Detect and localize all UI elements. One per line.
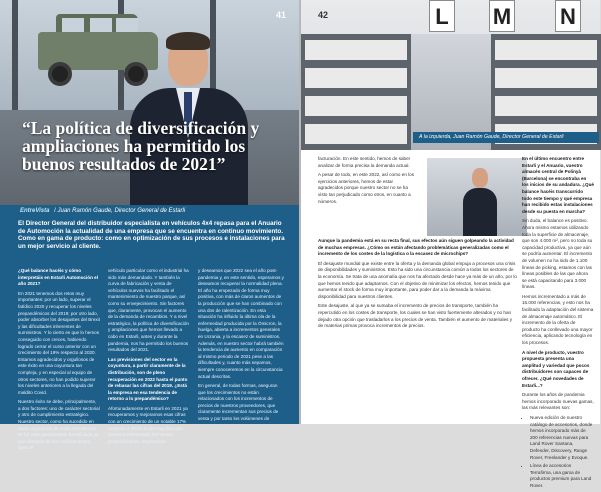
list-item: • Línea de accesorios Terrafirma, una gama de productos premium para Land Rover. — [530, 463, 594, 489]
list-item: • Nueva edición de nuestro catálogo de accesorios, donde hemos incorporado más de 200 referencias nuevas para Land Rover Santana, Defender, Discovery, Range Rover, Freelander y Evoque. — [530, 415, 594, 461]
section-label: EntreVista — [20, 208, 50, 214]
paragraph: En 2021 tenemos dos retos muy importantes: por un lado, superar el fatídico 2020 y recuperar los niveles prepandémicos del 2019; por otro lado, poder absorber los desajustes del Brexit y las dificultades inherentes de suministros. Y lo cierto es que lo hemos conseguido con creces, habiendo logrado cerrar el curso anterior con un crecimiento del 19% respecto al 2020. Estamos agradecidos y orgullosos de este éxito en una coyuntura tan compleja, y en especial al equipo de otros sectores, no han podido superar los niveles anteriores a la llegada del maldito Covid. — [18, 290, 100, 395]
interview-question: Aunque la pandemia está en su recta final, sus efectos aún siguen golpeando la actividad de muchas empresas. ¿Cómo os están afectando problemáticas generalizadas como el incremento de los costes de la logística o la escasez de microchips? — [318, 238, 514, 257]
aisle-sign: L — [429, 0, 455, 32]
headline: “La política de diversificación y ampliaciones ha permitido los buenos resultados de 2021” — [22, 118, 260, 174]
interview-question: ¿Qué balance hacéis y cómo interpretáis en Estarli Automoción el año 2021? — [18, 268, 98, 287]
interview-question: A nivel de producto, vuestro propuesta presenta una amplitud y variedad que pocos distribuidores son capaces de ofrecer. ¿Qué novedades de Estarli...? — [522, 349, 590, 388]
text-column-1 — [18, 268, 100, 455]
text-column-2 — [108, 268, 190, 448]
paragraph: Este desajuste, al que ya se sumaba el incremento de precios de transporte, también ha repercutido en los costes de transporte, los cuales se han visto fuertemente alterados y no han dejado otra opción que trasladarlos a los precios de venta. También el aumento de materiales y de materias primas provoca incrementos de precios. — [318, 303, 512, 329]
interview-question: En el último encuentro entre Estarli y el Anuario, vuestro almacén central de Polinyà (Barcelona) se encontraba en los inicios de su andadura. ¿Qué balance hacéis transcurrido todo este tiempo y qué empresa han recibido estas instalaciones desde su puesta en marcha? — [522, 156, 594, 214]
left-page — [0, 0, 299, 451]
page-number: 42 — [318, 10, 329, 20]
paragraph: facturación. En este sentido, hemos de saber analizar de forma precisa la demanda actual. — [318, 156, 411, 168]
aisle-sign: N — [555, 0, 581, 32]
byline — [20, 208, 185, 220]
shelving-rack — [301, 34, 411, 150]
paragraph: Hemos incrementado a más de 16.000 referencias, y esto nos ha facilitado la adaptación del sistema de almacenaje automático. El incremento de la oferta de producto ha conllevado una mayor eficiencia, aplicando tecnología en los procesos. — [522, 293, 594, 346]
paragraph: Afortunadamente en Estarli en 2021 ya recuperamos y mejoramos esas cifras con un crecimiento de un notable 17% respecto a 2019, lo que significa que hemos incrementado las ventas prepandémicas. Esperamos — [108, 405, 188, 444]
paragraph: A pesar de todo, en este 2022, así como en los ejercicios anteriores, hemos de estar agradecidos porque nuestro sector no se ha visto tan perjudicado como otros, en cuanto a números. — [318, 172, 415, 204]
byline-separator: / — [54, 208, 56, 214]
text-column-1-bottom — [318, 238, 518, 333]
text-column-2 — [522, 156, 594, 492]
interview-question: Las previsiones del sector en la coyuntura, a partir claramente de la distribución, son de pleno recuperación en 2022 hasta el punto de rebasar las cifras del 2019. ¿Está la empresa en esa tendencia de retorno a lo prepandémico? — [108, 356, 188, 402]
aisle-sign: M — [489, 0, 515, 32]
right-page — [301, 0, 600, 488]
page-number: 41 — [276, 10, 287, 20]
paragraph: Nuestro éxito se debe, principalmente, a dos factores: uno de carácter sectorial y otro de cumplimiento estratégico. Nuestro sector, como ha sucedido en otras coyunturas de crisis económicas, se ha visto parcialmente beneficiado ya que después de los confinamientos, tanto el — [18, 399, 100, 451]
paragraph: y deseamos que 2022 sea el año post-pandemia y, en este sentido, esperamos y deseamos recuperar la normalidad plena. El año ha empezado de forma muy positiva, con más de claros aumentos de la producción que se han combinado con una dos de ralentización. En esta situación ha influido la última ola de la enfermedad producida por la Ómicron, la huelga, abierta a incrementos generales en Ucrania, y la escasez de suministros. Además, en nuestro sector habrá también la tendencia de aumento en comparación al mismo periodo de 2021 pese a las dificultades y, cuanto más sepamos, siempre conoceremos en la circunstancia actual descritas. — [198, 268, 284, 379]
bullet-list — [530, 415, 594, 490]
interview-photo — [0, 0, 299, 205]
window-frame — [12, 0, 18, 110]
text-column-1-top — [318, 156, 418, 208]
paragraph: En general, de todas formas, aseguran que los crecimientos no están relacionados con los incrementos de precios de nuestros proveedores, que claramente incrementan sus precios de venta y por tanto los volúmenes de — [198, 383, 279, 422]
director-inset-photo — [427, 158, 527, 236]
author: Juan Ramón Gaude, Director General de Estarli — [57, 208, 186, 214]
photo-caption: A la izquierda, Juan Ramón Gaude, Director General de Estarli — [413, 132, 599, 143]
paragraph: Sin duda, el balance es positivo. Ahora mismo estamos utilizando toda la superficie de almacenaje, que son 4.000 m², pero no toda su capacidad productiva, ya que aún se podría aumentar. El incremento de volumen no ha sido de 1.100 líneas de picking, estamos con las líneas posibles de las que ahora se está capacitando para 3.000 líneas. — [522, 218, 593, 290]
paragraph: Durante los años de pandemia hemos incorporado nuevas gamas, las más relevantes son: — [522, 392, 594, 411]
text-column-3 — [198, 268, 284, 426]
warehouse-photo — [301, 0, 600, 150]
paragraph: vehículo particular como el industrial ha sido más demandado. Y también la curva de fabricación y venta de vehículos nuevos ha facilitado el mantenimiento de nuestro parque, así como su envejecimiento. Sin factores que, claramente, provocan el aumento de la demanda de recambios. Y a nivel estratégico, la política de diversificación y ampliaciones que hemos llevado a cabo en Estarli, antes y durante la pandemia, nos ha permitido los buenos resultados del 2021. — [108, 268, 189, 353]
lead-paragraph: El Director General del distribuidor especialista en vehículos 4x4 repasa para el Anuario de Automoción la actualidad de una empresa que se encuentra en continuo movimiento. Como en gama de producto: como en optimización de sus procesos e instalaciones para un mejor servicio al cliente. — [18, 220, 285, 250]
paragraph: El desajuste mundial que existe entre la oferta y la demanda global empuja a procesos una crisis de disponibilidades y suministros. Esto ha sido una circunstancia común a todos los sectores de la economía. Se trata de una anomalía que nos ha afectado desde hace ya más de un año, por lo que hemos tenido que adaptarnos. Con el objetivo de minimizar los efectos, hemos tenido que aumentar el stock de forma muy importante, para poder dar a la demanda la máxima disponibilidad para nuestros clientes. — [318, 260, 517, 299]
